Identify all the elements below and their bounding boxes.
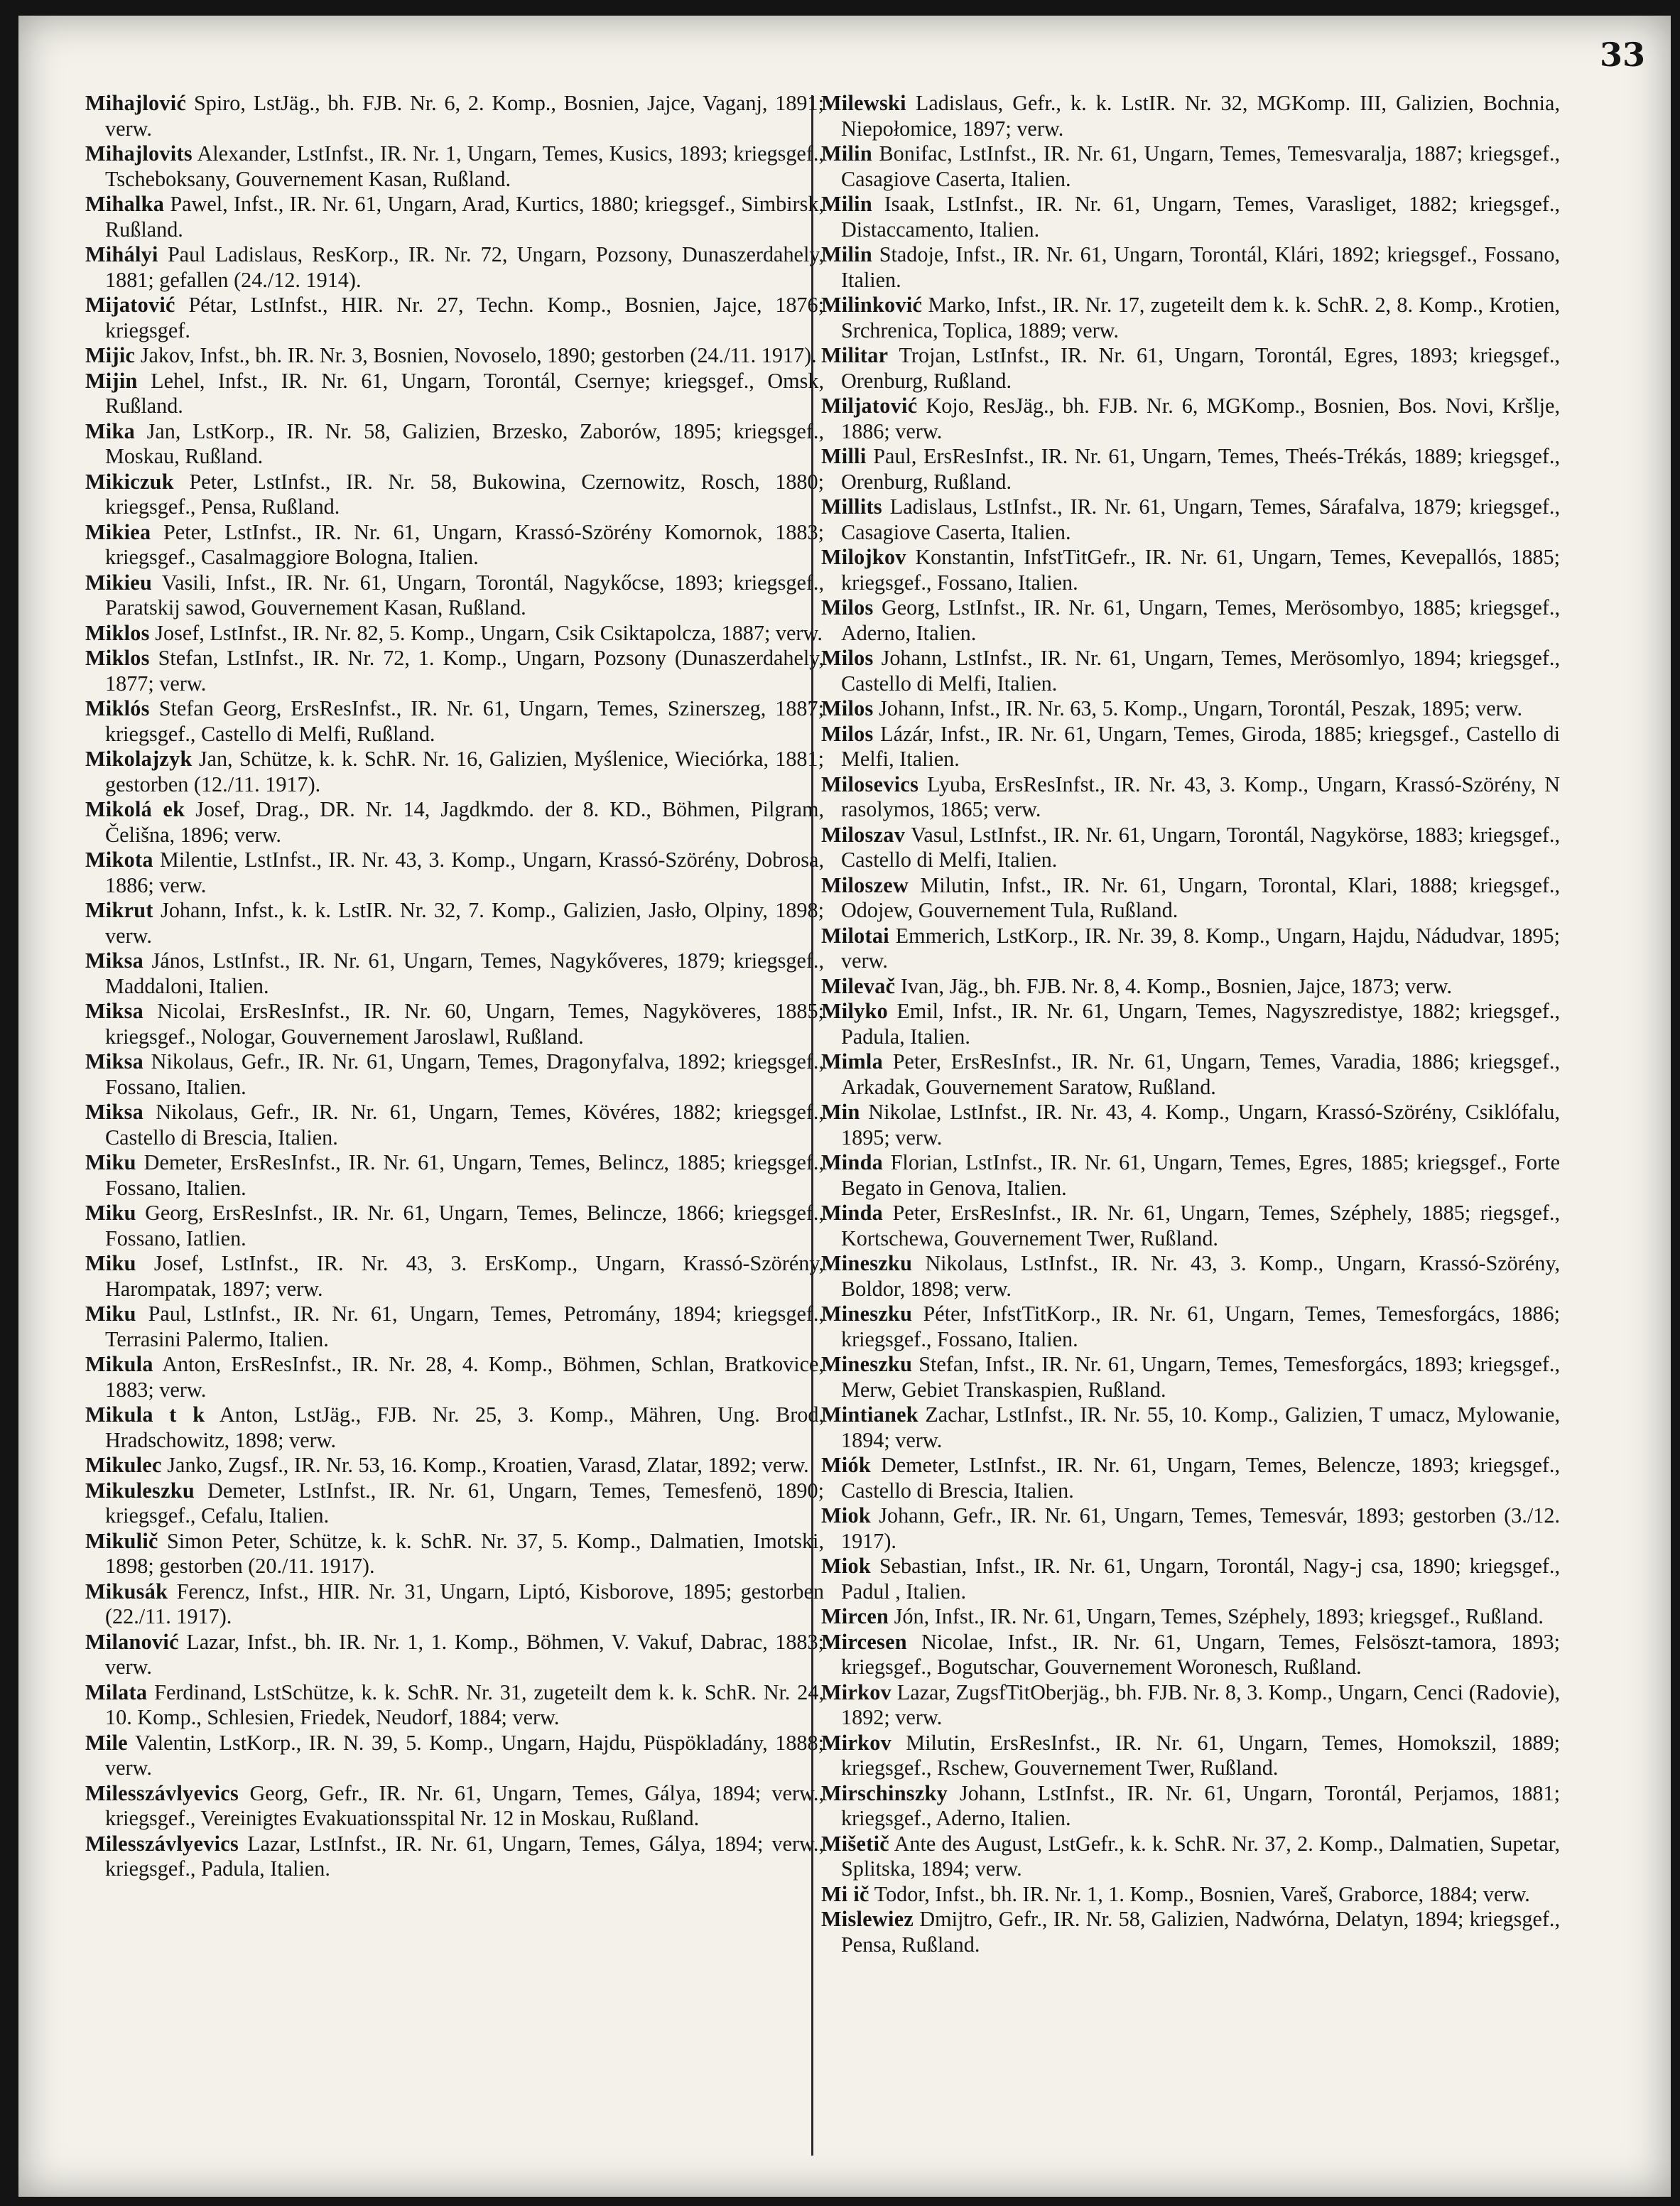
entry-details: Lehel, Infst., IR. Nr. 61, Ungarn, Torontál, Csernye; kriegsgef., Omsk, Rußland. <box>105 368 825 418</box>
page-number: 33 <box>1599 36 1645 74</box>
register-entry <box>85 1302 824 1352</box>
register-entry <box>821 646 1560 696</box>
entry-details: Nikolaus, Gefr., IR. Nr. 61, Ungarn, Temes, Kövéres, 1882; kriegsgef., Castello di Brescia, Italien. <box>105 1100 825 1150</box>
entry-details: Georg, Gefr., IR. Nr. 61, Ungarn, Temes, Gálya, 1894; verw., kriegsgef., Vereinigtes Evakuationsspital Nr. 12 in Moskau, Rußland. <box>105 1780 825 1830</box>
entry-surname: Mihalka <box>85 192 165 216</box>
register-entry <box>85 1150 824 1201</box>
entry-surname: Milewski <box>821 91 906 115</box>
entry-details: Josef, Drag., DR. Nr. 14, Jagdkmdo. der 8. KD., Böhmen, Pilgram, Čelišna, 1896; verw. <box>105 797 824 847</box>
entry-surname: Mikolajzyk <box>85 747 193 771</box>
entry-surname: Milos <box>821 595 874 620</box>
register-entry <box>821 1832 1560 1882</box>
entry-surname: Milotai <box>821 923 889 948</box>
entry-details: Jakov, Infst., bh. IR. Nr. 3, Bosnien, Novoselo, 1890; gestorben (24./11. 1917). <box>140 343 817 367</box>
register-entry <box>821 91 1560 141</box>
register-entry <box>85 242 824 293</box>
entry-details: Spiro, LstJäg., bh. FJB. Nr. 6, 2. Komp., Bosnien, Jajce, Vaganj, 1891; verw. <box>105 91 824 141</box>
entry-details: Dmijtro, Gefr., IR. Nr. 58, Galizien, Nadwórna, Delatyn, 1894; kriegsgef., Pensa, Rußland. <box>841 1907 1560 1957</box>
entry-details: Milutin, ErsResInfst., IR. Nr. 61, Ungarn, Temes, Homokszil, 1889; kriegsgef., Rschew, Gouvernement Twer, Rußland. <box>841 1730 1561 1780</box>
register-entry <box>821 1352 1560 1402</box>
entry-surname: Mišetič <box>821 1831 889 1856</box>
register-entry <box>85 571 824 621</box>
register-entry <box>85 898 824 948</box>
entry-surname: Minda <box>821 1201 884 1225</box>
register-entry <box>821 1453 1560 1503</box>
register-entry <box>821 1630 1560 1680</box>
entry-surname: Mikuleszku <box>85 1478 195 1503</box>
entry-surname: Milesszávlyevics <box>85 1831 239 1856</box>
entry-surname: Millits <box>821 494 882 519</box>
register-entry <box>85 848 824 898</box>
entry-surname: Milos <box>821 721 874 746</box>
entry-surname: Mihályi <box>85 242 158 266</box>
entry-details: Johann, Gefr., IR. Nr. 61, Ungarn, Temes, Temesvár, 1893; gestorben (3./12. 1917). <box>841 1503 1561 1553</box>
entry-surname: Mijatović <box>85 293 175 317</box>
register-entry <box>821 924 1560 974</box>
entry-surname: Milos <box>821 696 874 720</box>
register-entry <box>85 1100 824 1150</box>
entry-surname: Mikiea <box>85 519 151 544</box>
entry-surname: Miljatović <box>821 394 918 418</box>
entry-surname: Mikula <box>85 1352 153 1376</box>
register-entry <box>821 545 1560 595</box>
entry-surname: Miku <box>85 1150 136 1174</box>
register-entry <box>85 1529 824 1579</box>
entry-details: Jón, Infst., IR. Nr. 61, Ungarn, Temes, Széphely, 1893; kriegsgef., Rußland. <box>894 1604 1544 1628</box>
entry-details: Konstantin, InfstTitGefr., IR. Nr. 61, Ungarn, Temes, Kevepallós, 1885; kriegsgef., Fossano, Italien. <box>841 545 1560 595</box>
entry-details: Emmerich, LstKorp., IR. Nr. 39, 8. Komp., Ungarn, Hajdu, Nádudvar, 1895; verw. <box>841 923 1561 973</box>
entry-surname: Mikolá ek <box>85 797 185 821</box>
entry-details: Ivan, Jäg., bh. FJB. Nr. 8, 4. Komp., Bosnien, Jajce, 1873; verw. <box>900 973 1453 998</box>
entry-details: Janko, Zugsf., IR. Nr. 53, 16. Komp., Kroatien, Varasd, Zlatar, 1892; verw. <box>167 1453 809 1477</box>
register-entry <box>821 1201 1560 1251</box>
entry-surname: Min <box>821 1100 860 1124</box>
entry-details: Alexander, LstInfst., IR. Nr. 1, Ungarn, Temes, Kusics, 1893; kriegsgef., Tscheboksany, Gouvernement Kasan, Rußland. <box>105 141 824 191</box>
entry-details: Lazar, LstInfst., IR. Nr. 61, Ungarn, Temes, Gálya, 1894; verw., kriegsgef., Padula, Italien. <box>105 1831 824 1881</box>
entry-details: Georg, LstInfst., IR. Nr. 61, Ungarn, Temes, Merösombyo, 1885; kriegsgef., Aderno, Italien. <box>841 595 1560 645</box>
entry-details: Milentie, LstInfst., IR. Nr. 43, 3. Komp., Ungarn, Krassó-Szörény, Dobrosa, 1886; verw. <box>105 848 825 897</box>
register-entry <box>821 242 1560 293</box>
register-entry <box>821 1503 1560 1554</box>
entry-surname: Milin <box>821 242 872 266</box>
entry-details: János, LstInfst., IR. Nr. 61, Ungarn, Temes, Nagykőveres, 1879; kriegsgef., Maddaloni, Italien. <box>105 948 825 998</box>
register-entry <box>85 1731 824 1781</box>
entry-surname: Mineszku <box>821 1352 913 1376</box>
entry-surname: Miklós <box>85 696 150 720</box>
register-entry <box>85 1251 824 1302</box>
entry-surname: Milli <box>821 444 867 468</box>
entry-surname: Mikrut <box>85 898 153 922</box>
entry-details: Pétar, LstInfst., HIR. Nr. 27, Techn. Komp., Bosnien, Jajce, 1876; kriegsgef. <box>105 293 824 342</box>
entry-details: Pawel, Infst., IR. Nr. 61, Ungarn, Arad, Kurtics, 1880; kriegsgef., Simbirsk, Rußland. <box>105 192 825 242</box>
register-entry <box>85 369 824 419</box>
entry-surname: Miksa <box>85 999 144 1023</box>
register-entry <box>821 394 1560 444</box>
entry-details: Péter, InfstTitKorp., IR. Nr. 61, Ungarn, Temes, Temesforgács, 1886; kriegsgef., Fossano, Italien. <box>841 1302 1560 1351</box>
register-entry <box>821 873 1560 924</box>
register-entry <box>85 797 824 848</box>
register-entry <box>821 1882 1560 1908</box>
entry-details: Florian, LstInfst., IR. Nr. 61, Ungarn, Temes, Egres, 1885; kriegsgef., Forte Begato in Genova, Italien. <box>841 1150 1560 1200</box>
entry-details: Josef, LstInfst., IR. Nr. 82, 5. Komp., Ungarn, Csik Csiktapolcza, 1887; verw. <box>155 620 823 645</box>
entry-surname: Milesszávlyevics <box>85 1780 239 1805</box>
entry-details: Lázár, Infst., IR. Nr. 61, Ungarn, Temes, Giroda, 1885; kriegsgef., Castello di Melfi, Italien. <box>841 721 1560 771</box>
register-entry <box>85 1453 824 1478</box>
entry-surname: Mimla <box>821 1049 884 1074</box>
entry-details: Nicolai, ErsResInfst., IR. Nr. 60, Ungarn, Temes, Nagyköveres, 1885; kriegsgef., Nologar, Gouvernement Jaroslawl, Rußland. <box>105 999 824 1049</box>
entry-surname: Mikiczuk <box>85 469 174 494</box>
entry-surname: Miksa <box>85 948 144 973</box>
register-entry <box>85 1680 824 1731</box>
entry-surname: Miok <box>821 1554 871 1578</box>
register-entry <box>821 293 1560 343</box>
entry-details: Nikolaus, LstInfst., IR. Nr. 43, 3. Komp., Ungarn, Krassó-Szörény, Boldor, 1898; verw. <box>841 1251 1561 1301</box>
entry-details: Ladislaus, Gefr., k. k. LstIR. Nr. 32, MGKomp. III, Galizien, Bochnia, Niepołomice, 1897; verw. <box>841 91 1560 141</box>
register-entry <box>85 1579 824 1630</box>
register-entry <box>821 1402 1560 1453</box>
register-entry <box>821 696 1560 722</box>
entry-details: Ante des August, LstGefr., k. k. SchR. Nr. 37, 2. Komp., Dalmatien, Supetar, Splitska, 1894; verw. <box>841 1831 1560 1881</box>
entry-details: Zachar, LstInfst., IR. Nr. 55, 10. Komp., Galizien, T umacz, Mylowanie, 1894; verw. <box>841 1402 1560 1452</box>
register-entry <box>821 1907 1560 1957</box>
entry-details: Nicolae, Infst., IR. Nr. 61, Ungarn, Temes, Felsöszt-tamora, 1893; kriegsgef., Bogutschar, Gouvernement Woronesch, Rußland. <box>841 1629 1560 1679</box>
register-entry <box>821 1554 1560 1604</box>
entry-details: Lazar, ZugsfTitOberjäg., bh. FJB. Nr. 8, 3. Komp., Ungarn, Cenci (Radovie), 1892; verw. <box>841 1680 1560 1729</box>
register-entry <box>85 1630 824 1680</box>
register-entry <box>85 192 824 242</box>
register-entry <box>85 343 824 369</box>
entry-surname: Miloszav <box>821 822 906 847</box>
entry-details: Nikolaus, Gefr., IR. Nr. 61, Ungarn, Temes, Dragonyfalva, 1892; kriegsgef., Fossano, Italien. <box>105 1049 824 1099</box>
entry-details: Valentin, LstKorp., IR. N. 39, 5. Komp., Ungarn, Hajdu, Püspökladány, 1888; verw. <box>105 1730 824 1780</box>
entry-surname: Mikulič <box>85 1528 158 1553</box>
entry-surname: Mircesen <box>821 1629 907 1654</box>
entry-surname: Mihajlovits <box>85 141 193 166</box>
register-entry <box>85 646 824 696</box>
entry-details: Paul Ladislaus, ResKorp., IR. Nr. 72, Ungarn, Pozsony, Dunaszerdahely, 1881; gefallen (24./12. 1914). <box>105 242 825 292</box>
entry-details: Trojan, LstInfst., IR. Nr. 61, Ungarn, Torontál, Egres, 1893; kriegsgef., Orenburg, Rußland. <box>841 343 1560 393</box>
entry-surname: Mikieu <box>85 570 153 595</box>
entry-surname: Miksa <box>85 1049 144 1074</box>
entry-surname: Milata <box>85 1680 148 1704</box>
entry-details: Johann, Infst., IR. Nr. 63, 5. Komp., Ungarn, Torontál, Peszak, 1895; verw. <box>879 696 1523 720</box>
entry-surname: Mircen <box>821 1604 889 1628</box>
document-page <box>18 16 1671 2197</box>
entry-details: Simon Peter, Schütze, k. k. SchR. Nr. 37, 5. Komp., Dalmatien, Imotski, 1898; gestorben (20./11. 1917). <box>105 1528 824 1578</box>
entry-surname: Mirkov <box>821 1730 892 1755</box>
register-entry <box>821 141 1560 192</box>
entry-details: Jan, Schütze, k. k. SchR. Nr. 16, Galizien, Myślenice, Wieciórka, 1881; gestorben (12./11. 1917). <box>105 747 824 796</box>
register-entry <box>821 999 1560 1049</box>
register-entry <box>821 1302 1560 1352</box>
register-entry <box>821 1251 1560 1302</box>
entry-surname: Mihajlović <box>85 91 187 115</box>
register-entry <box>821 1100 1560 1150</box>
entry-details: Milutin, Infst., IR. Nr. 61, Ungarn, Torontal, Klari, 1888; kriegsgef., Odojew, Gouvernement Tula, Rußland. <box>841 872 1561 922</box>
register-entry <box>821 722 1560 772</box>
entry-surname: Mikulec <box>85 1453 162 1477</box>
register-entry <box>821 494 1560 545</box>
entry-details: Ferencz, Infst., HIR. Nr. 31, Ungarn, Liptó, Kisborove, 1895; gestorben (22./11. 1917). <box>105 1579 824 1628</box>
entry-details: Demeter, ErsResInfst., IR. Nr. 61, Ungarn, Temes, Belincz, 1885; kriegsgef., Fossano, Italien. <box>105 1150 825 1200</box>
entry-surname: Milin <box>821 141 872 166</box>
entry-details: Nikolae, LstInfst., IR. Nr. 43, 4. Komp., Ungarn, Krassó-Szörény, Csiklófalu, 1895; verw. <box>841 1100 1560 1150</box>
entry-details: Ferdinand, LstSchütze, k. k. SchR. Nr. 31, zugeteilt dem k. k. SchR. Nr. 24, 10. Komp., Schlesien, Friedek, Neudorf, 1884; verw. <box>105 1680 824 1729</box>
entry-surname: Mirkov <box>821 1680 892 1704</box>
entry-surname: Milosevics <box>821 772 919 796</box>
register-entry <box>85 1832 824 1882</box>
register-entry <box>85 141 824 192</box>
entry-details: Vasili, Infst., IR. Nr. 61, Ungarn, Torontál, Nagykőcse, 1893; kriegsgef., Paratskij sawod, Gouvernement Kasan, Rußland. <box>105 570 824 620</box>
entry-surname: Miloszew <box>821 872 909 897</box>
entry-surname: Mineszku <box>821 1302 913 1326</box>
entry-details: Stadoje, Infst., IR. Nr. 61, Ungarn, Torontál, Klári, 1892; kriegsgef., Fossano, Italien. <box>841 242 1561 292</box>
register-entry <box>821 1150 1560 1201</box>
register-entry <box>85 1352 824 1402</box>
entry-surname: Miok <box>821 1503 871 1528</box>
entry-surname: Mile <box>85 1730 128 1755</box>
entry-surname: Militar <box>821 343 889 367</box>
entry-surname: Miku <box>85 1302 136 1326</box>
entry-surname: Minda <box>821 1150 884 1174</box>
entry-details: Peter, ErsResInfst., IR. Nr. 61, Ungarn, Temes, Széphely, 1885; riegsgef., Kortschewa, Gouvernement Twer, Rußland. <box>841 1201 1560 1250</box>
entry-surname: Milin <box>821 192 872 216</box>
entry-surname: Milinković <box>821 293 923 317</box>
register-entry <box>821 1049 1560 1100</box>
entry-surname: Miku <box>85 1201 136 1225</box>
entry-details: Lyuba, ErsResInfst., IR. Nr. 43, 3. Komp., Ungarn, Krassó-Szörény, N rasolymos, 1865; verw. <box>841 772 1560 821</box>
entry-details: Jan, LstKorp., IR. Nr. 58, Galizien, Brzesko, Zaborów, 1895; kriegsgef., Moskau, Rußland. <box>105 418 825 468</box>
entry-details: Stefan, Infst., IR. Nr. 61, Ungarn, Temes, Temesforgács, 1893; kriegsgef., Merw, Gebiet Transkaspien, Rußland. <box>841 1352 1561 1402</box>
entry-details: Anton, ErsResInfst., IR. Nr. 28, 4. Komp., Böhmen, Schlan, Bratkovice, 1883; verw. <box>105 1352 824 1402</box>
entry-details: Stefan Georg, ErsResInfst., IR. Nr. 61, Ungarn, Temes, Szinerszeg, 1887; kriegsgef., Castello di Melfi, Rußland. <box>105 696 825 746</box>
entry-surname: Mineszku <box>821 1251 913 1275</box>
register-entry <box>85 520 824 571</box>
entry-details: Peter, LstInfst., IR. Nr. 61, Ungarn, Krassó-Szörény Komornok, 1883; kriegsgef., Casalmaggiore Bologna, Italien. <box>105 519 825 569</box>
entry-surname: Miók <box>821 1453 871 1477</box>
entry-surname: Milyko <box>821 999 889 1023</box>
entry-surname: Mintianek <box>821 1402 918 1427</box>
entry-details: Stefan, LstInfst., IR. Nr. 72, 1. Komp., Ungarn, Pozsony (Dunaszerdahely, 1877; verw. <box>105 646 824 696</box>
left-column <box>85 91 824 1882</box>
entry-surname: Milevač <box>821 973 896 998</box>
register-entry <box>85 1478 824 1529</box>
register-entry <box>85 470 824 520</box>
register-entry <box>85 91 824 141</box>
entry-details: Paul, LstInfst., IR. Nr. 61, Ungarn, Temes, Petromány, 1894; kriegsgef., Terrasini Palermo, Italien. <box>105 1302 825 1351</box>
entry-details: Johann, LstInfst., IR. Nr. 61, Ungarn, Temes, Merösomlyo, 1894; kriegsgef., Castello di Melfi, Italien. <box>841 646 1560 696</box>
entry-surname: Mi ič <box>821 1881 869 1906</box>
entry-surname: Milanović <box>85 1629 179 1654</box>
entry-surname: Miklos <box>85 620 150 645</box>
register-entry <box>85 293 824 343</box>
register-entry <box>821 1680 1560 1731</box>
register-entry <box>821 192 1560 242</box>
register-entry <box>821 444 1560 494</box>
entry-details: Lazar, Infst., bh. IR. Nr. 1, 1. Komp., Böhmen, V. Vakuf, Dabrac, 1883; verw. <box>105 1629 825 1679</box>
entry-details: Demeter, LstInfst., IR. Nr. 61, Ungarn, Temes, Belencze, 1893; kriegsgef., Castello di Brescia, Italien. <box>841 1453 1560 1503</box>
entry-surname: Mislewiez <box>821 1907 914 1931</box>
register-entry <box>821 1731 1560 1781</box>
entry-details: Peter, ErsResInfst., IR. Nr. 61, Ungarn, Temes, Varadia, 1886; kriegsgef., Arkadak, Gouvernement Saratow, Rußland. <box>841 1049 1561 1099</box>
entry-surname: Mikusák <box>85 1579 168 1604</box>
register-entry <box>85 1402 824 1453</box>
entry-details: Bonifac, LstInfst., IR. Nr. 61, Ungarn, Temes, Temesvaralja, 1887; kriegsgef., Casagiove Caserta, Italien. <box>841 141 1561 191</box>
register-entry <box>85 747 824 797</box>
entry-surname: Miklos <box>85 646 150 670</box>
register-entry <box>85 621 824 647</box>
entry-details: Emil, Infst., IR. Nr. 61, Ungarn, Temes, Nagyszredistye, 1882; kriegsgef., Padula, Italien. <box>841 999 1561 1049</box>
register-entry <box>85 1049 824 1100</box>
right-column <box>821 91 1560 1957</box>
entry-surname: Milojkov <box>821 545 906 569</box>
register-entry <box>821 1781 1560 1832</box>
register-entry <box>821 772 1560 823</box>
entry-surname: Mikula t k <box>85 1402 205 1427</box>
entry-details: Ladislaus, LstInfst., IR. Nr. 61, Ungarn, Temes, Sárafalva, 1879; kriegsgef., Casagiove Caserta, Italien. <box>841 494 1560 544</box>
entry-details: Sebastian, Infst., IR. Nr. 61, Ungarn, Torontál, Nagy-j csa, 1890; kriegsgef., Padul , Italien. <box>841 1554 1561 1604</box>
entry-surname: Miksa <box>85 1100 144 1124</box>
entry-details: Vasul, LstInfst., IR. Nr. 61, Ungarn, Torontál, Nagykörse, 1883; kriegsgef., Castello di Melfi, Italien. <box>841 822 1560 872</box>
entry-details: Isaak, LstInfst., IR. Nr. 61, Ungarn, Temes, Varasliget, 1882; kriegsgef., Distaccamento, Italien. <box>841 192 1561 242</box>
entry-details: Georg, ErsResInfst., IR. Nr. 61, Ungarn, Temes, Belincze, 1866; kriegsgef., Fossano, Iatlien. <box>105 1201 824 1250</box>
entry-details: Kojo, ResJäg., bh. FJB. Nr. 6, MGKomp., Bosnien, Bos. Novi, Kršlje, 1886; verw. <box>841 394 1560 443</box>
register-entry <box>821 823 1560 873</box>
register-entry <box>85 1201 824 1251</box>
register-entry <box>821 974 1560 1000</box>
register-entry <box>85 419 824 470</box>
entry-surname: Mikota <box>85 848 153 872</box>
register-entry <box>821 1604 1560 1630</box>
register-entry <box>821 595 1560 646</box>
entry-details: Demeter, LstInfst., IR. Nr. 61, Ungarn, Temes, Temesfenö, 1890; kriegsgef., Cefalu, Italien. <box>105 1478 824 1528</box>
register-entry <box>85 948 824 999</box>
entry-surname: Miku <box>85 1251 136 1275</box>
entry-surname: Milos <box>821 646 874 670</box>
entry-surname: Mijin <box>85 368 138 393</box>
register-entry <box>85 999 824 1049</box>
entry-details: Paul, ErsResInfst., IR. Nr. 61, Ungarn, Temes, Theés-Trékás, 1889; kriegsgef., Orenburg, Rußland. <box>841 444 1561 494</box>
register-entry <box>85 1781 824 1832</box>
entry-surname: Mirschinszky <box>821 1780 948 1805</box>
entry-details: Johann, LstInfst., IR. Nr. 61, Ungarn, Torontál, Perjamos, 1881; kriegsgef., Aderno, Italien. <box>841 1780 1560 1830</box>
entry-surname: Mika <box>85 418 135 443</box>
entry-details: Marko, Infst., IR. Nr. 17, zugeteilt dem k. k. SchR. 2, 8. Komp., Krotien, Srchrenica, Toplica, 1889; verw. <box>841 293 1560 342</box>
entry-details: Johann, Infst., k. k. LstIR. Nr. 32, 7. Komp., Galizien, Jasło, Olpiny, 1898; verw. <box>105 898 824 948</box>
entry-details: Josef, LstInfst., IR. Nr. 43, 3. ErsKomp., Ungarn, Krassó-Szörény, Harompatak, 1897; verw. <box>105 1251 825 1301</box>
register-entry <box>821 343 1560 394</box>
entry-details: Peter, LstInfst., IR. Nr. 58, Bukowina, Czernowitz, Rosch, 1880; kriegsgef., Pensa, Rußland. <box>105 469 824 519</box>
register-entry <box>85 696 824 747</box>
entry-surname: Mijic <box>85 343 136 367</box>
entry-details: Anton, LstJäg., FJB. Nr. 25, 3. Komp., Mähren, Ung. Brod, Hradschowitz, 1898; verw. <box>105 1402 824 1452</box>
entry-details: Todor, Infst., bh. IR. Nr. 1, 1. Komp., Bosnien, Vareš, Graborce, 1884; verw. <box>874 1881 1530 1906</box>
